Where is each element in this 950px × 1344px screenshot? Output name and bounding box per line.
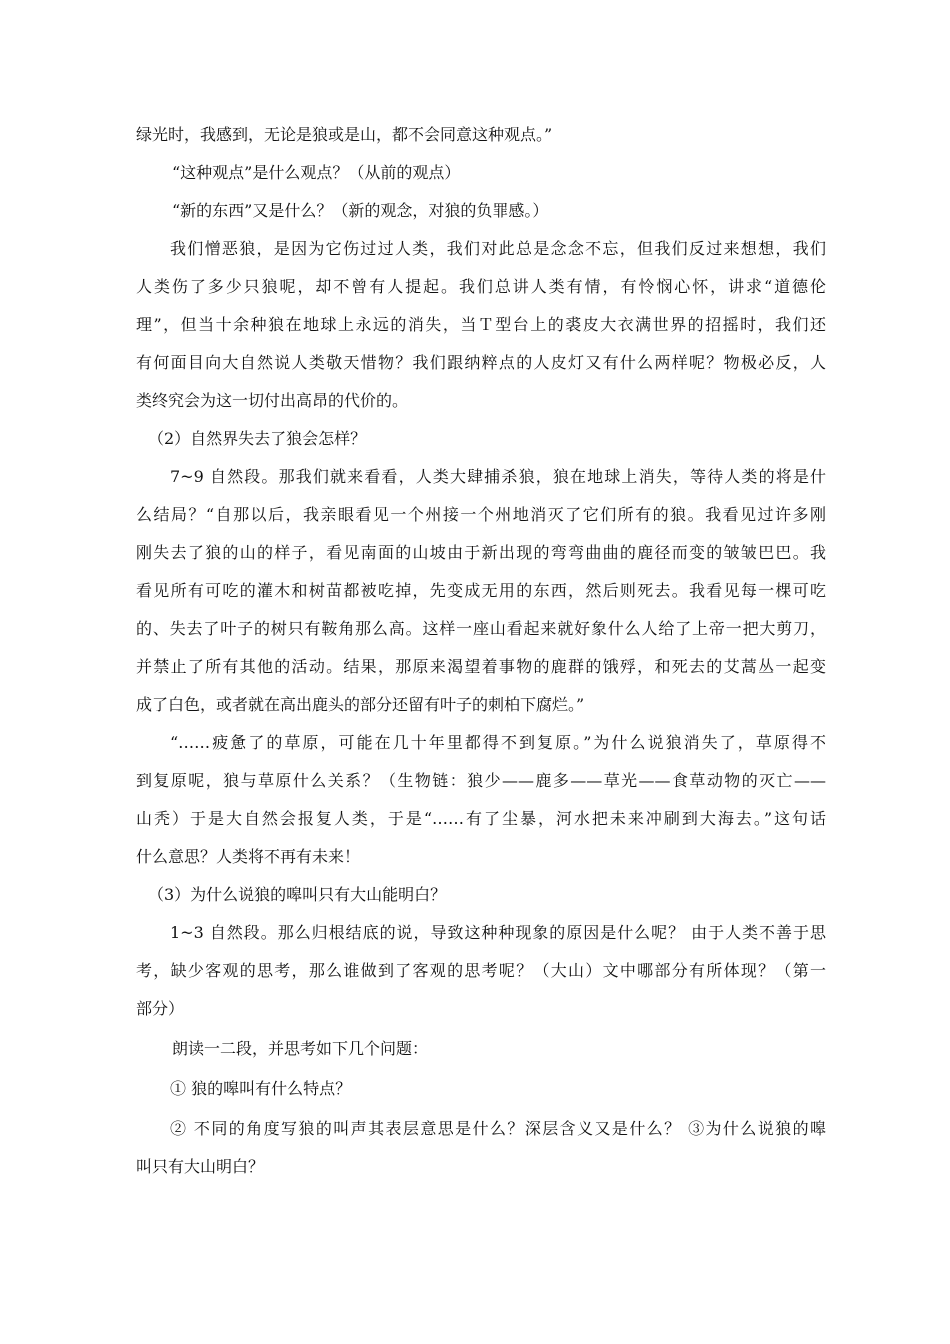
text-line: 看见所有可吃的灌木和树苗都被吃掉，先变成无用的东西，然后则死去。我看见每一棵可吃 — [136, 581, 826, 600]
text-line: “新的东西”又是什么？（新的观念，对狼的负罪感。） — [172, 201, 549, 220]
question-item: ① 狼的嗥叫有什么特点？ — [170, 1079, 352, 1098]
question-item: ② 不同的角度写狼的叫声其表层意思是什么？深层含义又是什么？ ③为什么说狼的嗥 — [170, 1119, 826, 1138]
text-line: 的、失去了叶子的树只有鞍角那么高。这样一座山看起来就好象什么人给了上帝一把大剪刀， — [136, 619, 826, 638]
section-heading: （3）为什么说狼的嗥叫只有大山能明白？ — [148, 885, 447, 904]
text-line: 部分） — [136, 999, 185, 1018]
text-line: 人类伤了多少只狼呢，却不曾有人提起。我们总讲人类有情，有怜悯心怀，讲求“道德伦 — [136, 277, 826, 296]
text-line: 考，缺少客观的思考，那么谁做到了客观的思考呢？（大山）文中哪部分有所体现？（第一 — [136, 961, 826, 980]
text-line: 成了白色，或者就在高出鹿头的部分还留有叶子的刺柏下腐烂。” — [136, 695, 585, 714]
text-line: 并禁止了所有其他的活动。结果，那原来渴望着事物的鹿群的饿殍，和死去的艾蒿丛一起变 — [136, 657, 826, 676]
text-line: 到复原呢，狼与草原什么关系？（生物链：狼少——鹿多——草光——食草动物的灭亡—— — [136, 771, 826, 790]
text-line: 我们憎恶狼，是因为它伤过过人类，我们对此总是念念不忘，但我们反过来想想，我们 — [170, 239, 826, 258]
text-line: 山秃）于是大自然会报复人类，于是“……有了尘暴，河水把未来冲刷到大海去。”这句话 — [136, 809, 826, 828]
text-line: 1~3 自然段。那么归根结底的说，导致这种种现象的原因是什么呢？ 由于人类不善于思 — [170, 923, 826, 942]
section-heading: （2）自然界失去了狼会怎样？ — [148, 429, 367, 448]
text-line: 有何面目向大自然说人类敬天惜物？我们跟纳粹点的人皮灯又有什么两样呢？物极必反，人 — [136, 353, 826, 372]
text-line: 么结局？“自那以后，我亲眼看见一个州接一个州地消灭了它们所有的狼。我看见过许多刚 — [136, 505, 826, 524]
text-line: 绿光时，我感到，无论是狼或是山，都不会同意这种观点。” — [136, 125, 553, 144]
text-line: 叫只有大山明白？ — [136, 1157, 265, 1176]
text-line: 什么意思？人类将不再有未来！ — [136, 847, 361, 866]
text-line: 理”，但当十余种狼在地球上永远的消失，当Ｔ型台上的裘皮大衣满世界的招摇时，我们还 — [136, 315, 826, 334]
text-line: 朗读一二段，并思考如下几个问题： — [172, 1039, 429, 1058]
text-line: 7~9 自然段。那我们就来看看，人类大肆捕杀狼，狼在地球上消失，等待人类的将是什 — [170, 467, 826, 486]
text-line: 刚失去了狼的山的样子，看见南面的山坡由于新出现的弯弯曲曲的鹿径而变的皱皱巴巴。我 — [136, 543, 826, 562]
text-line: “这种观点”是什么观点？（从前的观点） — [172, 163, 461, 182]
text-line: “……疲惫了的草原，可能在几十年里都得不到复原。”为什么说狼消失了，草原得不 — [170, 733, 826, 752]
text-line: 类终究会为这一切付出高昂的代价的。 — [136, 391, 409, 410]
